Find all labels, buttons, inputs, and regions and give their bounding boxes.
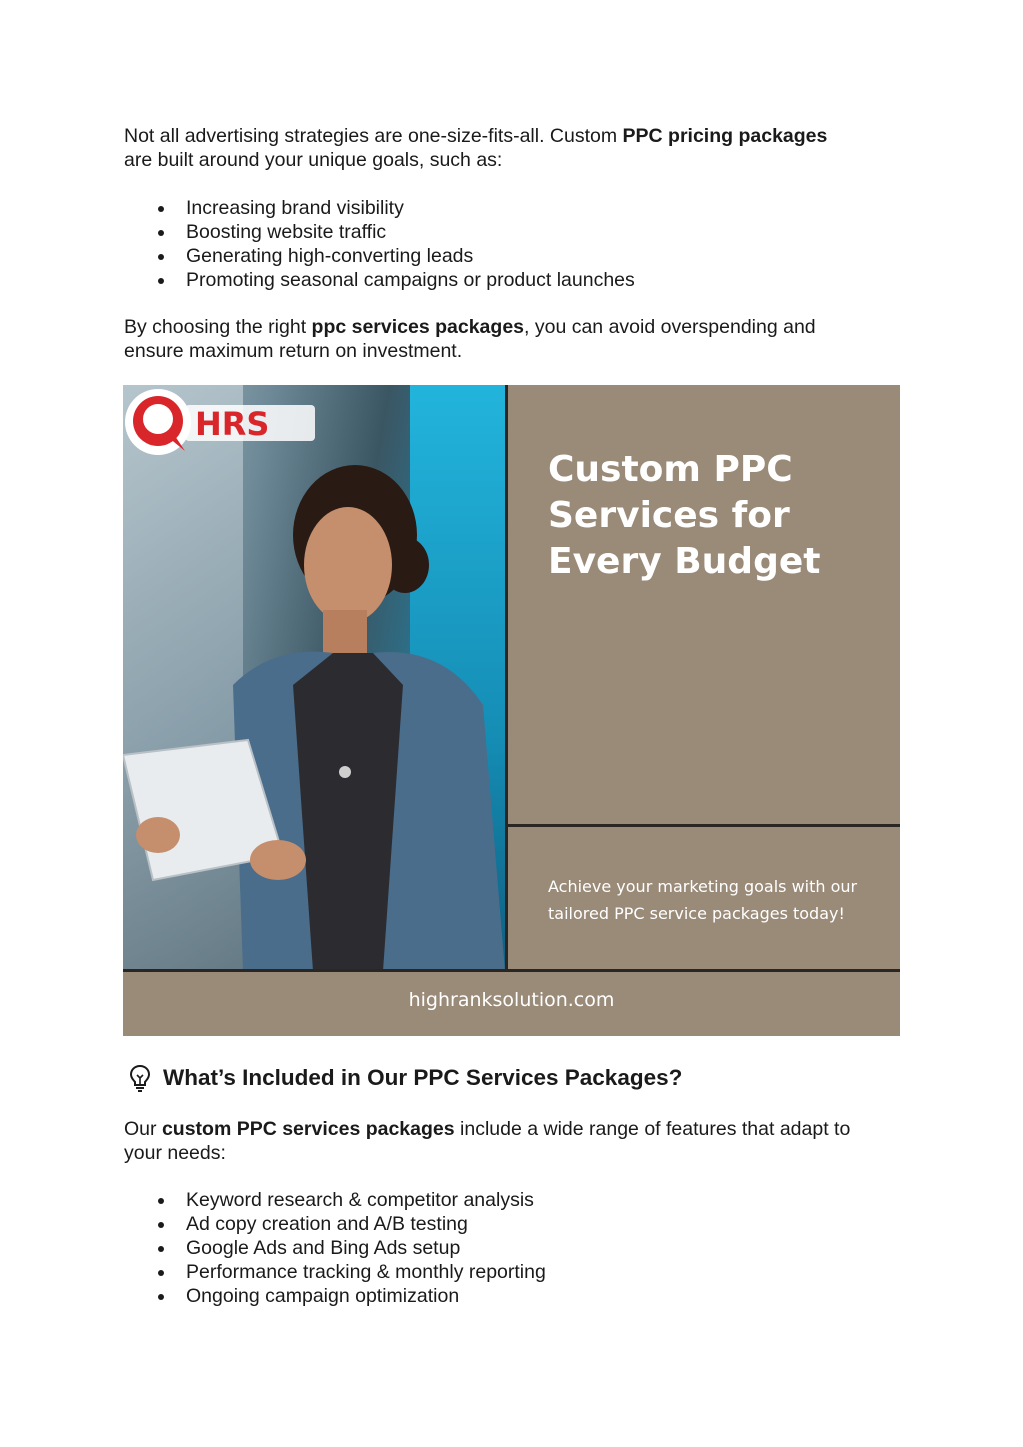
banner-title bbox=[548, 447, 888, 585]
logo-mark-icon bbox=[123, 385, 323, 460]
choosing-text-after: , you can avoid overspending and bbox=[524, 316, 816, 338]
bullet-icon bbox=[158, 230, 164, 236]
list-item bbox=[124, 1188, 546, 1212]
banner-website-url: highranksolution.com bbox=[408, 989, 615, 1011]
bullet-icon bbox=[158, 1270, 164, 1276]
list-item bbox=[124, 244, 635, 268]
choosing-text-line2: ensure maximum return on investment. bbox=[124, 340, 463, 362]
list-item bbox=[124, 1212, 546, 1236]
bullet-icon bbox=[158, 206, 164, 212]
person-illustration bbox=[123, 385, 505, 971]
intro-paragraph bbox=[124, 124, 904, 172]
list-item bbox=[124, 1284, 546, 1308]
section-bold-text: custom PPC services packages bbox=[161, 1118, 455, 1140]
lightbulb-icon bbox=[128, 1064, 152, 1092]
vertical-divider bbox=[505, 385, 508, 971]
banner-title-line: Custom PPC bbox=[548, 449, 793, 490]
section-heading-text: What’s Included in Our PPC Services Packages? bbox=[163, 1065, 683, 1090]
bullet-icon bbox=[158, 1294, 164, 1300]
bullet-icon bbox=[158, 254, 164, 260]
woman-with-tablet-photo bbox=[123, 385, 505, 971]
bullet-icon bbox=[158, 278, 164, 284]
section-text-after: include a wide range of features that adapt to bbox=[454, 1118, 851, 1140]
goals-list bbox=[124, 196, 635, 292]
list-item-text: Increasing brand visibility bbox=[186, 197, 404, 219]
list-item-text: Promoting seasonal campaigns or product launches bbox=[186, 269, 635, 291]
list-item-text: Performance tracking & monthly reporting bbox=[186, 1261, 546, 1283]
section-text-line2: your needs: bbox=[124, 1142, 226, 1164]
list-item bbox=[124, 196, 635, 220]
list-item-text: Ad copy creation and A/B testing bbox=[186, 1213, 468, 1235]
list-item-text: Keyword research & competitor analysis bbox=[186, 1189, 534, 1211]
logo-text: HRS bbox=[195, 405, 270, 443]
choosing-bold-text: ppc services packages bbox=[311, 316, 525, 338]
list-item bbox=[124, 268, 635, 292]
choosing-paragraph bbox=[124, 315, 904, 363]
list-item-text: Boosting website traffic bbox=[186, 221, 387, 243]
section-paragraph bbox=[124, 1117, 904, 1165]
list-item bbox=[124, 1260, 546, 1284]
bottom-divider bbox=[123, 969, 900, 972]
list-item-text: Google Ads and Bing Ads setup bbox=[186, 1237, 461, 1259]
intro-text: Not all advertising strategies are one-size-fits-all. Custom bbox=[124, 125, 623, 147]
features-list bbox=[124, 1188, 546, 1308]
list-item bbox=[124, 220, 635, 244]
promo-banner bbox=[123, 385, 900, 1036]
banner-tagline-line: Achieve your marketing goals with our bbox=[548, 877, 858, 896]
bullet-icon bbox=[158, 1246, 164, 1252]
choosing-text: By choosing the right bbox=[124, 316, 312, 338]
banner-tagline bbox=[548, 873, 888, 927]
bullet-icon bbox=[158, 1198, 164, 1204]
section-text: Our bbox=[124, 1118, 162, 1140]
list-item-text: Generating high-converting leads bbox=[186, 245, 474, 267]
intro-text-continued: are built around your unique goals, such as: bbox=[124, 149, 503, 171]
banner-title-line: Every Budget bbox=[548, 541, 821, 582]
horizontal-divider bbox=[505, 824, 900, 827]
list-item-text: Ongoing campaign optimization bbox=[186, 1285, 460, 1307]
intro-bold-text: PPC pricing packages bbox=[622, 125, 828, 147]
hrs-logo bbox=[123, 385, 323, 460]
bullet-icon bbox=[158, 1222, 164, 1228]
banner-tagline-line: tailored PPC service packages today! bbox=[548, 904, 845, 923]
list-item bbox=[124, 1236, 546, 1260]
banner-title-line: Services for bbox=[548, 495, 790, 536]
section-heading bbox=[128, 1064, 682, 1092]
